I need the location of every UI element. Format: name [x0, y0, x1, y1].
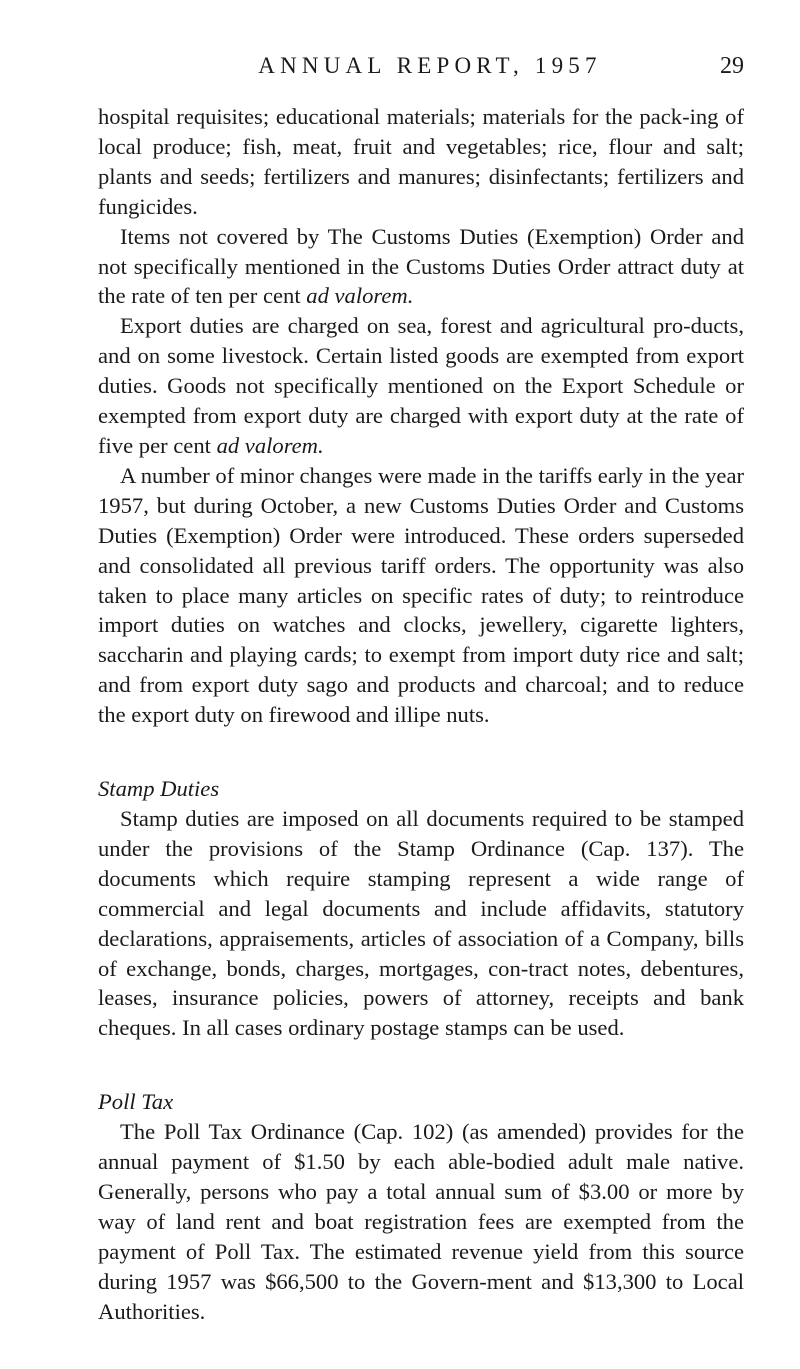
latin-phrase: ad valorem.	[216, 432, 324, 458]
paragraph-tariff-changes: A number of minor changes were made in the tariffs early in the year 1957, but during October, a new Customs Duties Order and Customs Duties (Exemption) Order were introduced. These orders superseded and consolidated all previous tariff orders. The opportunity was also taken to place many articles on specific rates of duty; to reintroduce import duties on watches and clocks, jewellery, cigarette lighters, saccharin and playing cards; to exempt from import duty rice and salt; and from export duty sago and products and charcoal; and to reduce the export duty on firewood and illipe nuts.	[98, 462, 744, 728]
latin-phrase: ad valorem.	[306, 283, 414, 309]
section-poll-tax	[98, 1087, 744, 1326]
section-heading: Stamp Duties	[98, 776, 220, 802]
running-header	[98, 48, 744, 84]
section-heading: Poll Tax	[98, 1089, 174, 1115]
paragraph-text: Items not covered by The Customs Duties (Exemption) Order and not specifically mentioned in the Customs Duties Order attract duty at the rate of ten per cent	[98, 223, 744, 309]
paragraph-text: Export duties are charged on sea, forest and agricultural pro-ducts, and on some livestock. Certain listed goods are exempted from export duties. Goods not specifically mentioned on the Export Schedule or exempted from export duty are charged with export duty at the rate of five per cent	[98, 313, 744, 458]
page	[98, 48, 744, 1327]
paragraph-customs-duties	[98, 222, 744, 312]
paragraph-export-duties	[98, 311, 744, 461]
section-paragraph: Stamp duties are imposed on all documents required to be stamped under the provisions of the Stamp Ordinance (Cap. 137). The documents which require stamping represent a wide range of commercial and legal documents and include affidavits, statutory declarations, appraisements, articles of association of a Company, bills of exchange, bonds, charges, mortgages, con-tract notes, debentures, leases, insurance policies, powers of attorney, receipts and bank cheques. In all cases ordinary postage stamps can be used.	[98, 806, 744, 1041]
body-text	[98, 102, 744, 1327]
paragraph-continued: hospital requisites; educational materials; materials for the pack-ing of local produce; fish, meat, fruit and vegetables; rice, flour and salt; plants and seeds; fertilizers and manures; disinfectants; fertilizers and fungicides.	[98, 104, 744, 219]
section-stamp-duties	[98, 774, 744, 1043]
page-number: 29	[720, 53, 744, 79]
section-paragraph: The Poll Tax Ordinance (Cap. 102) (as amended) provides for the annual payment of $1.50 by each able-bodied adult male native. Generally, persons who pay a total annual sum of $3.00 or more by way of land rent and boat registration fees are exempted from the payment of Poll Tax. The estimated revenue yield from this source during 1957 was $66,500 to the Govern-ment and $13,300 to Local Authorities.	[98, 1119, 744, 1324]
running-title: ANNUAL REPORT, 1957	[258, 53, 602, 78]
